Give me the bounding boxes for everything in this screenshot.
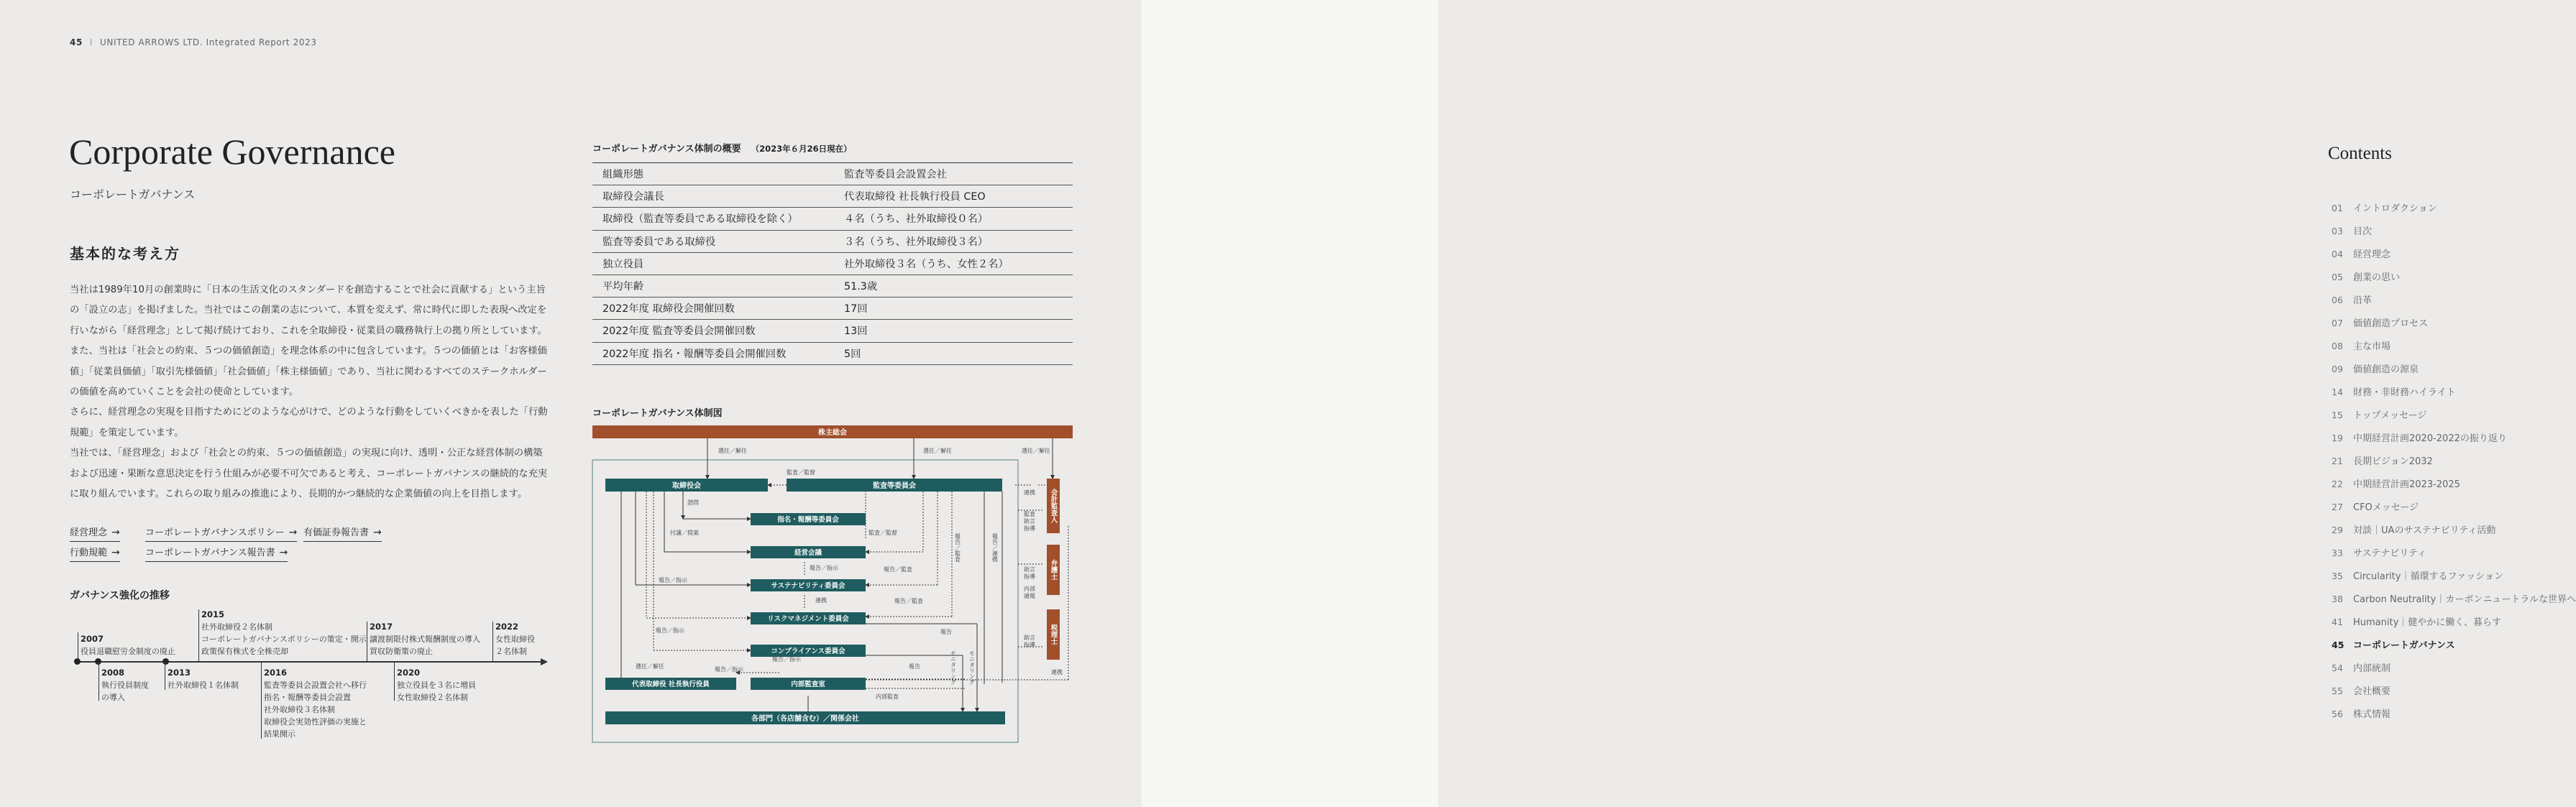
timeline-axis — [75, 661, 543, 663]
toc-page-number: 09 — [2332, 364, 2343, 374]
event-year: 2016 — [264, 668, 288, 678]
toc-page-number: 03 — [2332, 226, 2343, 236]
toc-label: Circularity｜循環するファッション — [2353, 571, 2503, 582]
shareholders-label: 株主総会 — [818, 429, 847, 437]
timeline-tick — [492, 622, 493, 661]
toc-item[interactable] — [2332, 660, 2391, 674]
row-label: 独立役員 — [592, 252, 834, 275]
overview-title — [592, 141, 852, 155]
link-label: 経営理念 — [70, 527, 108, 538]
table-row — [592, 163, 1073, 185]
toc-page-number: 06 — [2332, 295, 2343, 305]
table-row — [592, 230, 1073, 252]
arrow-right-icon: → — [288, 527, 298, 538]
toc-page-number: 38 — [2332, 594, 2343, 604]
event-year: 2017 — [370, 622, 393, 632]
row-label: 2022年度 指名・報酬等委員会開催回数 — [592, 342, 834, 364]
link-code-of-conduct[interactable] — [70, 545, 120, 562]
edge-label: 選任／解任 — [1022, 448, 1050, 454]
toc-page-number: 41 — [2332, 617, 2343, 627]
management-meeting-label: 経営会議 — [794, 549, 822, 557]
edge-label: 連携 — [1024, 489, 1035, 496]
paragraph: さらに、経営理念の実現を目指すためにどのような心がけで、どのような行動をしていくべきかを表した「行動規範」を策定しています。 — [70, 407, 548, 438]
page-number: 45 — [70, 37, 83, 47]
event-year: 2022 — [495, 622, 519, 632]
toc-label: 主な市場 — [2353, 341, 2391, 352]
arrow-right-icon: → — [373, 527, 382, 538]
row-value: 51.3歳 — [834, 275, 1073, 297]
event-text: 社外取締役１名体制 — [168, 681, 239, 690]
toc-label: 財務・非財務ハイライト — [2353, 387, 2456, 398]
event-text: 指名・報酬等委員会設置 — [264, 693, 351, 702]
edge-label: 報告／指示 — [656, 627, 684, 634]
timeline-tick — [98, 661, 99, 701]
toc-label: 価値創造プロセス — [2353, 318, 2429, 329]
row-value: 監査等委員会設置会社 — [834, 163, 1073, 185]
toc-label: 価値創造の源泉 — [2353, 364, 2419, 375]
toc-item[interactable] — [2332, 476, 2460, 490]
toc-label: Carbon Neutrality｜カーボンニュートラルな世界へ — [2353, 594, 2576, 605]
row-value: 5回 — [834, 342, 1073, 364]
toc-label: 目次 — [2353, 226, 2373, 237]
event-year: 2007 — [81, 634, 104, 644]
toc-page-number: 27 — [2332, 502, 2343, 512]
diagram-title: コーポレートガバナンス体制図 — [592, 408, 723, 419]
toc-page-number: 15 — [2332, 410, 2343, 420]
toc-label: 創業の思い — [2353, 272, 2401, 283]
event-text: 役員退職慰労金制度の廃止 — [81, 647, 175, 656]
toc-item[interactable] — [2332, 568, 2503, 582]
departments-label: 各部門（各店舗含む）／関係会社 — [751, 715, 859, 723]
event-text: 譲渡制限付株式報酬制度の導入 — [370, 635, 480, 644]
arrow-right-icon: → — [111, 527, 120, 538]
page-header — [70, 37, 317, 47]
governance-structure-diagram — [592, 424, 1081, 747]
toc-label: CFOメッセージ — [2353, 502, 2419, 513]
toc-label: サステナビリティ — [2353, 548, 2426, 559]
board-label: 取締役会 — [672, 482, 701, 490]
toc-label: 内部統制 — [2353, 663, 2391, 674]
toc-item[interactable] — [2332, 315, 2428, 329]
event-text: 取締役会実効性評価の実施と — [264, 717, 367, 727]
contents-sidebar — [1142, 0, 2576, 807]
sustainability-committee-label: サステナビリティ委員会 — [771, 582, 845, 590]
event-text: 執行役員制度 — [101, 681, 149, 690]
toc-item[interactable] — [2332, 453, 2433, 467]
tax-accountant-label: 税理士 — [1049, 624, 1058, 645]
timeline-event-2015 — [201, 609, 367, 658]
toc-item-current[interactable] — [2332, 637, 2455, 651]
edge-label: 報告／監査 — [954, 533, 961, 562]
report-page — [0, 0, 1142, 807]
header-separator: I — [89, 37, 93, 47]
event-year: 2020 — [397, 668, 421, 678]
timeline-tick — [261, 661, 262, 739]
paragraph: 当社では、「経営理念」および「社会との約束、５つの価値創造」の実現に向け、透明・公正な経営体制の構築および迅速・果断な意思決定を行う仕組みが必要不可欠であると考え、コーポレートガバナンスの継続的な充実に取り組んでいます。これらの取り組みの推進により、長期的かつ継続的な企業価値の向上を目指します。 — [70, 448, 548, 500]
overview-title-text: コーポレートガバナンス体制の概要 — [592, 144, 741, 155]
governance-overview-table — [592, 162, 1073, 365]
row-value: 代表取締役 社長執行役員 CEO — [834, 185, 1073, 208]
row-label: 取締役会議長 — [592, 185, 834, 208]
toc-item[interactable] — [2332, 338, 2391, 352]
link-label: コーポレートガバナンスポリシー — [145, 527, 285, 538]
risk-committee-label: リスクマネジメント委員会 — [767, 615, 849, 623]
toc-item[interactable] — [2332, 499, 2419, 513]
toc-label: 中期経営計画2023-2025 — [2353, 479, 2460, 490]
edge-label: 報告／指示 — [810, 565, 838, 571]
toc-page-number: 29 — [2332, 525, 2343, 535]
timeline-arrowhead — [541, 658, 548, 665]
timeline-title: ガバナンス強化の推移 — [70, 590, 170, 601]
toc-page-number: 04 — [2332, 249, 2343, 259]
edge-label: 助言指導 — [1024, 566, 1035, 580]
toc-page-number: 22 — [2332, 479, 2343, 489]
toc-item[interactable] — [2332, 430, 2507, 444]
timeline-event-2017 — [370, 621, 480, 658]
event-text: 結果開示 — [264, 729, 295, 739]
compliance-committee-label: コンプライアンス委員会 — [771, 647, 845, 655]
toc-page-number: 45 — [2332, 640, 2344, 650]
toc-page-number: 19 — [2332, 433, 2343, 443]
link-label: コーポレートガバナンス報告書 — [145, 548, 275, 558]
diagram-boxes — [592, 425, 1073, 724]
row-label: 平均年齢 — [592, 275, 834, 297]
toc-page-number: 14 — [2332, 387, 2343, 397]
row-value: ３名（うち、社外取締役３名） — [834, 230, 1073, 252]
event-text: 独立役員を３名に増員 — [397, 681, 476, 690]
row-label: 取締役（監査等委員である取締役を除く） — [592, 208, 834, 230]
edge-label: モニタリング — [950, 650, 957, 685]
link-label: 有価証券報告書 — [303, 527, 370, 538]
row-value: 13回 — [834, 320, 1073, 342]
edge-label: 監査助言指導 — [1024, 511, 1035, 532]
event-text: 女性取締役２名体制 — [397, 693, 468, 702]
edge-label: 選任／解任 — [636, 663, 664, 670]
toc-page-number: 33 — [2332, 548, 2343, 558]
toc-page-number: 05 — [2332, 272, 2343, 282]
toc-item[interactable] — [2332, 269, 2400, 283]
event-year: 2008 — [101, 668, 125, 678]
toc-item[interactable] — [2332, 706, 2391, 720]
event-text: 女性取締役 — [495, 635, 535, 644]
toc-label: Humanity｜健やかに働く、暮らす — [2353, 617, 2502, 628]
edge-label: 報告／指示 — [715, 666, 743, 673]
event-text: コーポレートガバナンスポリシーの策定・開示 — [201, 635, 367, 644]
body-text — [70, 280, 550, 504]
timeline-event-2020 — [397, 667, 476, 704]
link-governance-report[interactable] — [145, 545, 288, 562]
overview-date: （2023年６月26日現在） — [751, 144, 852, 154]
table-row — [592, 185, 1073, 208]
timeline-tick — [198, 609, 199, 661]
edge-label: 付議／提案 — [670, 530, 699, 536]
row-value: 社外取締役３名（うち、女性２名） — [834, 252, 1073, 275]
timeline-event-2007 — [81, 633, 175, 658]
toc-label: トップメッセージ — [2353, 410, 2427, 421]
internal-audit-label: 内部監査室 — [791, 681, 825, 688]
edge-label: 諮問 — [687, 499, 699, 506]
toc-item[interactable] — [2332, 522, 2495, 536]
toc-label: 中期経営計画2020-2022の振り返り — [2353, 433, 2507, 444]
toc-label: 沿革 — [2353, 295, 2373, 306]
timeline-dot — [162, 658, 169, 665]
toc-label: 会社概要 — [2353, 686, 2391, 697]
table-row — [592, 208, 1073, 230]
page-title: Corporate Governance — [69, 132, 395, 172]
event-text: ２名体制 — [495, 647, 527, 656]
toc-label: 対談｜UAのサステナビリティ活動 — [2353, 525, 2496, 536]
table-row — [592, 342, 1073, 364]
link-label: 行動規範 — [70, 548, 108, 558]
row-value: ４名（うち、社外取締役０名） — [834, 208, 1073, 230]
edge-label: 選任／解任 — [718, 448, 747, 454]
toc-page-number: 01 — [2332, 203, 2343, 213]
event-text: 買収防衛策の廃止 — [370, 647, 433, 656]
page-subtitle: コーポレートガバナンス — [70, 188, 196, 201]
toc-page-number: 35 — [2332, 571, 2343, 581]
table-row — [592, 320, 1073, 342]
timeline-event-2008 — [101, 667, 149, 704]
event-text: 社外取締役２名体制 — [201, 622, 272, 632]
toc-page-number: 08 — [2332, 341, 2343, 351]
table-row — [592, 298, 1073, 320]
edge-label: 内部監査 — [876, 693, 899, 700]
contents-title: Contents — [2328, 144, 2392, 163]
toc-item[interactable] — [2332, 246, 2391, 260]
toc-item[interactable] — [2332, 614, 2501, 628]
section-heading: 基本的な考え方 — [70, 245, 180, 262]
toc-page-number: 56 — [2332, 709, 2343, 719]
toc-item[interactable] — [2332, 683, 2391, 697]
row-label: 2022年度 監査等委員会開催回数 — [592, 320, 834, 342]
company-frame — [592, 460, 1018, 742]
table-row — [592, 252, 1073, 275]
toc-item[interactable] — [2332, 591, 2576, 605]
link-securities-report[interactable] — [303, 525, 382, 542]
toc-label: コーポレートガバナンス — [2353, 640, 2455, 651]
event-text: の導入 — [101, 693, 125, 702]
toc-page-number: 55 — [2332, 686, 2343, 696]
row-label: 2022年度 取締役会開催回数 — [592, 298, 834, 320]
edge-label: 報告／指示 — [659, 577, 687, 584]
president-label: 代表取締役 社長執行役員 — [632, 681, 710, 688]
paragraph: 当社は1989年10月の創業時に「日本の生活文化のスタンダードを創造することで社会に貢献する」という主旨の「設立の志」を掲げました。当社ではこの創業の志について、本質を変えず、常に時代に即した表現へ改定を行いながら「経営理念」として掲げ続けており、これを全取締役・従業員の職務執行上の拠り所としています。また、当社は「社会との約束、５つの価値創造」を理念体系の中に包含しています。５つの価値とは「お客様価値」「従業員価値」「取引先様価値」「社会価値」「株主様価値」であり、当社に関わるすべてのステークホルダーの価値を高めていくことを会社の使命としています。 — [70, 285, 547, 398]
toc-item[interactable] — [2332, 223, 2372, 237]
edge-label: モニタリング — [968, 650, 976, 685]
nomination-committee-label: 指名・報酬等委員会 — [777, 516, 839, 524]
toc-item[interactable] — [2332, 361, 2419, 375]
event-text: 監査等委員会設置会社へ移行 — [264, 681, 367, 690]
row-value: 17回 — [834, 298, 1073, 320]
link-management-philosophy[interactable] — [70, 525, 120, 542]
arrow-right-icon: → — [279, 547, 288, 558]
toc-item[interactable] — [2332, 200, 2437, 214]
toc-item[interactable] — [2332, 545, 2426, 559]
lawyer-label: 弁護士 — [1049, 559, 1058, 581]
auditor-label: 会計監査人 — [1049, 489, 1058, 523]
edge-label: 報告 — [940, 629, 952, 635]
toc-page-number: 54 — [2332, 663, 2343, 673]
edge-label: 助言指導 — [1024, 635, 1035, 648]
edge-label: 報告／連携 — [991, 533, 999, 562]
table-row — [592, 275, 1073, 297]
toc-item[interactable] — [2332, 407, 2426, 421]
arrow-right-icon: → — [111, 547, 120, 558]
edge-label: 監査／監督 — [787, 469, 815, 476]
toc-page-number: 07 — [2332, 318, 2343, 328]
edge-label: 内部通報 — [1024, 586, 1035, 599]
timeline-event-2013 — [168, 667, 239, 691]
event-text: 社外取締役３名体制 — [264, 705, 335, 714]
event-text: 政策保有株式を全株売却 — [201, 647, 288, 656]
edge-label: 報告 — [909, 663, 920, 670]
row-label: 組織形態 — [592, 163, 834, 185]
edge-label: 報告／監査 — [894, 598, 923, 604]
row-label: 監査等委員である取締役 — [592, 230, 834, 252]
edge-label: 監査／監督 — [868, 530, 897, 536]
event-year: 2013 — [168, 668, 191, 678]
document-title: UNITED ARROWS LTD. Integrated Report 2023 — [100, 37, 317, 47]
edge-label: 連携 — [815, 597, 827, 604]
toc-page-number: 21 — [2332, 456, 2343, 466]
timeline-event-2016 — [264, 667, 367, 740]
event-year: 2015 — [201, 609, 225, 619]
edge-label: 報告／監査 — [884, 566, 912, 573]
toc-item[interactable] — [2332, 384, 2456, 398]
toc-label: 長期ビジョン2032 — [2353, 456, 2433, 467]
toc-item[interactable] — [2332, 292, 2372, 306]
timeline-event-2022 — [495, 621, 535, 658]
toc-label: 株式情報 — [2353, 709, 2391, 720]
edge-label: 報告／指示 — [772, 656, 801, 663]
toc-label: 経営理念 — [2353, 249, 2391, 260]
audit-committee-label: 監査等委員会 — [873, 482, 916, 490]
edge-label: 選任／解任 — [923, 448, 952, 454]
link-governance-policy[interactable] — [145, 525, 297, 542]
toc-label: イントロダクション — [2353, 203, 2437, 214]
timeline-tick — [394, 661, 395, 701]
edge-label: 連携 — [1051, 669, 1063, 675]
